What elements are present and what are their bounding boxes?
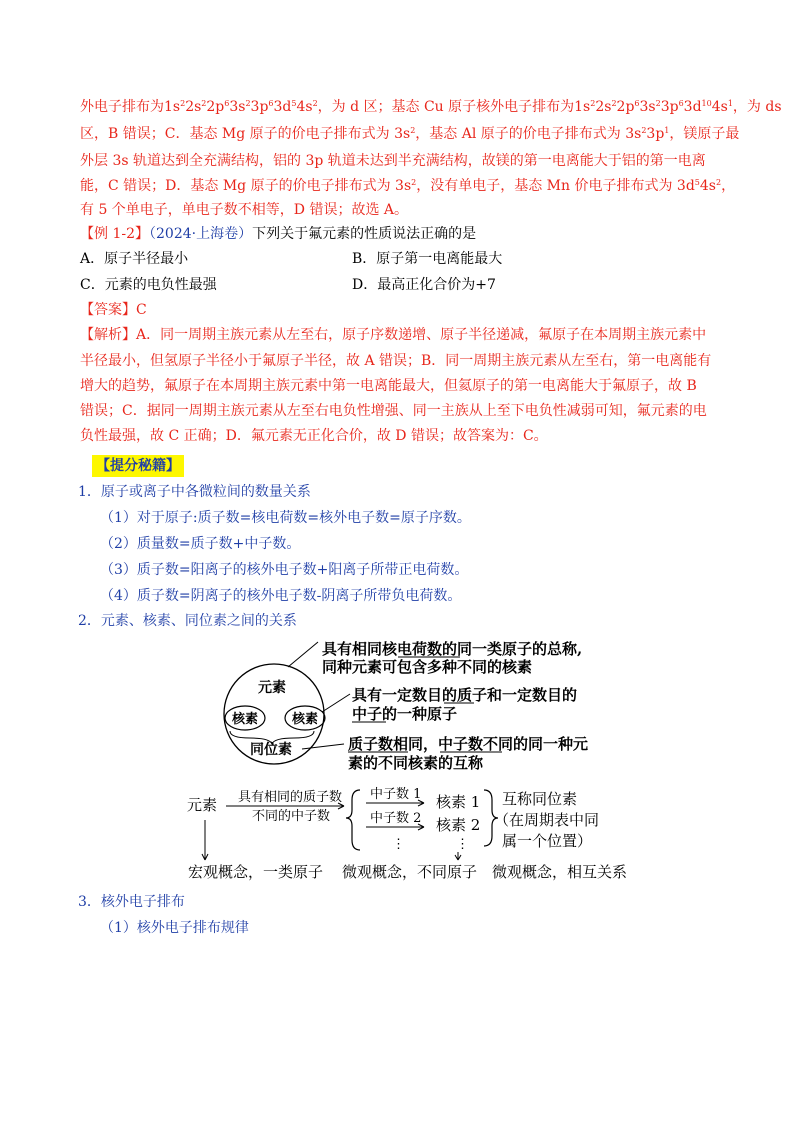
branch-dots: ⋮ [392, 837, 405, 852]
nuclide-leader [322, 694, 350, 712]
analysis-line-3: 增大的趋势，氟原子在本周期主族元素中第一电离能最大，但氦原子的第一电离能大于氟原子，故 B [80, 378, 697, 394]
isotope-line-3: 属一个位置） [502, 832, 593, 850]
bottom-label-3: 微观概念，相互关系 [492, 863, 628, 881]
section-1-item-2: （2）质量数=质子数+中子数。 [100, 536, 301, 552]
flow-arrow-top: 具有相同的质子数 [238, 790, 343, 805]
nuclide-def-2: 中子的一种原子 [352, 705, 458, 723]
isotope-leader [302, 744, 344, 749]
example-stem: 【例 1-2】（2024·上海卷）下列关于氟元素的性质说法正确的是 [80, 226, 477, 242]
analysis-line-4: 错误；C．据同一周期主族元素从左至右电负性增强、同一主族从上至下电负性减弱可知，氟元素的电 [80, 403, 707, 419]
prev-answer-line-4: 能，C 错误；D．基态 Mg 原子的价电子排布式为 $3s^2$，没有单电子，基态 Mn 价电子排布式为 $3d^54s^2$， [80, 178, 736, 194]
nuclide-1: 核素 1 [436, 793, 481, 811]
prev-answer-line-5: 有 5 个单电子，单电子数不相等，D 错误；故选 A。 [80, 202, 409, 218]
flow-arrow-bottom: 不同的中子数 [252, 809, 331, 824]
section-3-item-1: （1）核外电子排布规律 [100, 920, 249, 936]
flow-start: 元素 [187, 796, 218, 814]
section-1-title: 1．原子或离子中各微粒间的数量关系 [78, 484, 311, 500]
prev-answer-line-3: 外层 3s 轨道达到全充满结构，铝的 3p 轨道未达到半充满结构，故镁的第一电离能大于铝的第一电离 [80, 153, 706, 169]
nuclide-2: 核素 2 [436, 816, 481, 834]
section-3-title: 3．核外电子排布 [78, 894, 185, 910]
bottom-label-1: 宏观概念，一类原子 [188, 863, 324, 881]
left-curly-brace [346, 790, 360, 850]
isotope-line-2: （在周期表中同 [494, 811, 600, 829]
option-a: A．原子半径最小 [80, 251, 189, 267]
analysis-line-1: 【解析】A．同一周期主族元素从左至右，原子序数递增、原子半径递减，氟原子在本周期主族元素中 [80, 327, 707, 343]
prev-answer-line-1: 外电子排布为$1s^22s^22p^63s^23p^63d^54s^2$，为 d 区；基态 Cu 原子核外电子排布为$1s^22s^22p^63s^23p^63d^{10}4s^1$，为 ds [80, 99, 782, 115]
yuansu-label: 元素 [258, 680, 286, 696]
option-c: C．元素的电负性最强 [80, 277, 217, 293]
element-leader [288, 642, 318, 667]
tongweisu-label: 同位素 [250, 742, 292, 758]
option-b: B．原子第一电离能最大 [352, 251, 503, 267]
example-source: （2024·上海卷） [149, 226, 253, 242]
analysis-line-5: 负性最强，故 C 正确；D．氟元素无正化合价，故 D 错误；故答案为：C。 [80, 428, 548, 444]
branch-2: 中子数 2 [370, 811, 422, 826]
branch-1: 中子数 1 [370, 787, 422, 802]
analysis-line-2: 半径最小，但氢原子半径小于氟原子半径，故 A 错误；B．同一周期主族元素从左至右，第一电离能有 [80, 353, 712, 369]
option-d: D．最高正化合价为+7 [352, 277, 496, 293]
example-tag: 【例 1-2】 [80, 226, 149, 242]
section-1-item-3: （3）质子数=阳离子的核外电子数+阳离子所带正电荷数。 [100, 562, 469, 578]
isotope-def-2: 素的不同核素的互称 [348, 754, 484, 772]
element-def-1: 具有相同核电荷数的同一类原子的总称, [322, 640, 583, 658]
section-1-item-1: （1）对于原子:质子数=核电荷数=核外电子数=原子序数。 [100, 510, 471, 526]
tips-title: 【提分秘籍】 [92, 455, 184, 477]
answer-label: 【答案】C [80, 302, 147, 318]
nuclide-def-1: 具有一定数目的质子和一定数目的 [352, 686, 578, 704]
section-2-title: 2．元素、核素、同位素之间的关系 [78, 613, 297, 629]
element-def-2: 同种元素可包含多种不同的核素 [322, 658, 533, 676]
hesu-label-right: 核素 [292, 712, 319, 727]
hesu-label-left: 核素 [232, 712, 259, 727]
prev-answer-line-2: 区，B 错误；C．基态 Mg 原子的价电子排布式为 $3s^2$，基态 Al 原子的价电子排布式为 $3s^23p^1$，镁原子最 [80, 126, 740, 142]
section-1-item-4: （4）质子数=阴离子的核外电子数-阴离子所带负电荷数。 [100, 588, 462, 604]
isotope-def-1: 质子数相同，中子数不同的同一种元 [348, 735, 589, 753]
bottom-label-2: 微观概念，不同原子 [342, 863, 478, 881]
isotope-line-1: 互称同位素 [502, 790, 578, 808]
nuclide-dots: ⋮ [456, 837, 469, 852]
